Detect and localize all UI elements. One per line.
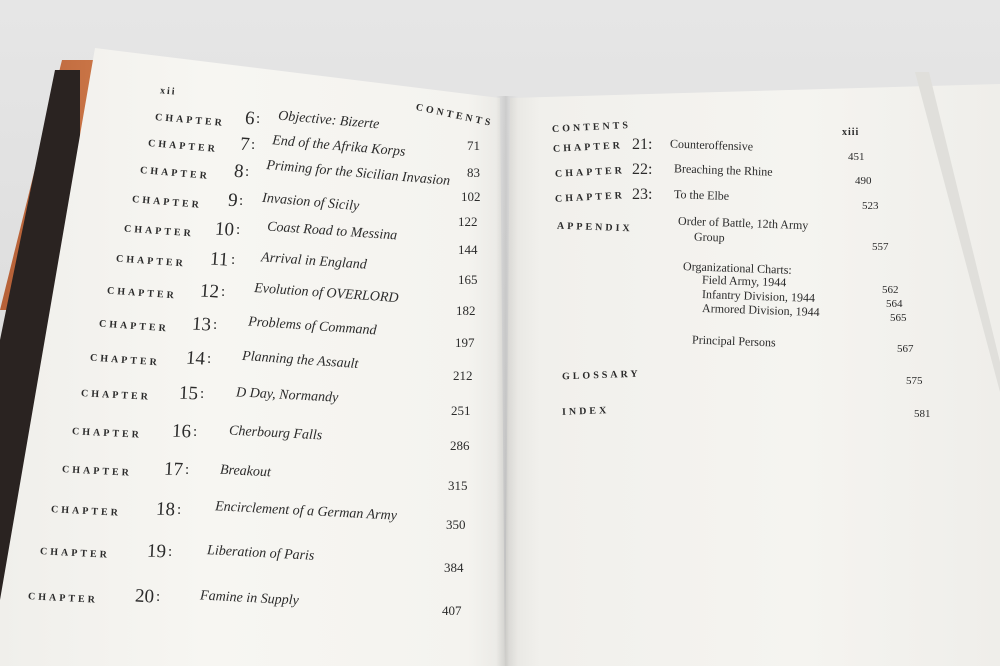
- chapter-word: CHAPTER: [131, 193, 203, 212]
- chapter-title: Liberation of Paris: [206, 543, 315, 564]
- org-chart-page: 564: [886, 298, 903, 310]
- chapter-number: 22:: [632, 161, 653, 178]
- chapter-number: 20: [134, 585, 155, 608]
- chapter-number: 13: [191, 313, 212, 336]
- org-chart-page: 562: [882, 284, 899, 296]
- glossary-page: 575: [906, 375, 923, 387]
- chapter-title: To the Elbe: [673, 187, 730, 203]
- chapter-page: 182: [456, 303, 476, 318]
- chapter-word: CHAPTER: [61, 464, 133, 479]
- chapter-word: CHAPTER: [27, 591, 99, 606]
- chapter-separator: :: [231, 252, 236, 268]
- order-of-battle-title-cont: Group: [693, 229, 725, 245]
- book-gutter: [496, 96, 518, 666]
- chapter-page: 490: [855, 175, 872, 187]
- principal-persons-page: 567: [897, 343, 914, 355]
- chapter-page: 523: [862, 200, 879, 212]
- chapter-title: Cherbourg Falls: [228, 423, 323, 444]
- chapter-number: 7: [239, 133, 251, 156]
- chapter-word: CHAPTER: [80, 388, 152, 403]
- chapter-title: End of the Afrika Korps: [271, 133, 406, 160]
- chapter-separator: :: [239, 193, 244, 209]
- left-page-number: xii: [159, 85, 178, 98]
- chapter-number: 10: [214, 218, 235, 241]
- chapter-page: 451: [848, 151, 865, 163]
- chapter-number: 9: [227, 189, 239, 212]
- chapter-number: 8: [233, 160, 245, 183]
- order-of-battle-title: Order of Battle, 12th Army: [677, 213, 809, 233]
- chapter-word: CHAPTER: [123, 223, 195, 240]
- chapter-separator: :: [236, 222, 241, 238]
- chapter-separator: :: [251, 137, 256, 153]
- chapter-title: Breakout: [219, 462, 272, 481]
- chapter-page: 122: [458, 214, 478, 229]
- right-page-number: xiii: [842, 127, 860, 138]
- chapter-number: 11: [209, 248, 230, 271]
- chapter-number: 14: [185, 347, 206, 370]
- chapter-word: CHAPTER: [50, 504, 122, 519]
- chapter-title: Famine in Supply: [199, 588, 300, 609]
- chapter-page: 71: [467, 138, 480, 153]
- appendix-label: APPENDIX: [556, 220, 633, 235]
- principal-persons-title: Principal Persons: [691, 332, 776, 350]
- chapter-number: 16: [171, 420, 192, 443]
- org-charts-heading: Organizational Charts:: [682, 259, 792, 277]
- org-chart-title: Infantry Division, 1944: [701, 287, 816, 305]
- org-chart-title: Field Army, 1944: [701, 272, 787, 290]
- index-label: INDEX: [561, 405, 610, 418]
- chapter-word: CHAPTER: [71, 426, 143, 441]
- chapter-title: D Day, Normandy: [235, 385, 339, 406]
- chapter-number: 23:: [632, 186, 653, 203]
- chapter-separator: :: [256, 111, 261, 127]
- org-chart-title: Armored Division, 1944: [701, 300, 820, 320]
- chapter-title: Problems of Command: [247, 314, 377, 339]
- chapter-title: Invasion of Sicily: [261, 190, 360, 215]
- chapter-number: 12: [199, 280, 220, 303]
- chapter-page: 102: [461, 189, 481, 204]
- chapter-page: 315: [448, 478, 468, 493]
- chapter-separator: :: [221, 284, 226, 300]
- chapter-page: 251: [451, 403, 471, 418]
- chapter-word: CHAPTER: [39, 546, 111, 561]
- chapter-word: CHAPTER: [154, 111, 226, 130]
- glossary-label: GLOSSARY: [561, 368, 641, 383]
- chapter-page: 384: [444, 560, 464, 575]
- chapter-number: 15: [178, 382, 199, 405]
- chapter-word: CHAPTER: [552, 140, 624, 155]
- chapter-title: Evolution of OVERLORD: [253, 280, 400, 307]
- chapter-number: 6: [244, 107, 256, 130]
- chapter-number: 19: [146, 540, 167, 563]
- chapter-word: CHAPTER: [554, 190, 626, 205]
- chapter-word: CHAPTER: [115, 253, 187, 270]
- left-running-head: CONTENTS: [414, 101, 495, 130]
- chapter-separator: :: [168, 544, 173, 560]
- chapter-page: 144: [458, 242, 478, 257]
- chapter-word: CHAPTER: [554, 165, 626, 180]
- chapter-page: 212: [453, 368, 473, 383]
- chapter-page: 197: [455, 335, 475, 350]
- chapter-page: 407: [442, 603, 462, 618]
- chapter-separator: :: [156, 589, 161, 605]
- chapter-word: CHAPTER: [98, 318, 170, 335]
- chapter-separator: :: [245, 164, 250, 180]
- right-running-head: CONTENTS: [551, 119, 632, 136]
- chapter-separator: :: [200, 386, 205, 402]
- chapter-separator: :: [207, 351, 212, 367]
- chapter-page: 286: [450, 438, 470, 453]
- chapter-page: 165: [458, 272, 478, 287]
- chapter-separator: :: [213, 317, 218, 333]
- chapter-title: Counteroffensive: [669, 136, 754, 154]
- chapter-separator: :: [185, 462, 190, 478]
- chapter-title: Priming for the Sicilian Invasion: [265, 157, 451, 190]
- org-chart-page: 565: [890, 312, 907, 324]
- chapter-number: 18: [155, 498, 176, 521]
- chapter-title: Planning the Assault: [241, 348, 359, 373]
- chapter-separator: :: [177, 502, 182, 518]
- chapter-page: 83: [467, 165, 480, 180]
- order-of-battle-page: 557: [872, 241, 889, 253]
- chapter-title: Breaching the Rhine: [673, 161, 773, 179]
- chapter-title: Coast Road to Messina: [266, 219, 398, 244]
- chapter-separator: :: [193, 424, 198, 440]
- chapter-title: Encirclement of a German Army: [214, 499, 398, 524]
- chapter-word: CHAPTER: [89, 352, 161, 369]
- chapter-title: Objective: Bizerte: [277, 108, 380, 133]
- chapter-word: CHAPTER: [147, 137, 219, 156]
- index-page: 581: [914, 408, 931, 420]
- chapter-number: 17: [163, 458, 184, 481]
- chapter-word: CHAPTER: [106, 285, 178, 302]
- chapter-word: CHAPTER: [139, 164, 211, 183]
- chapter-title: Arrival in England: [260, 250, 368, 273]
- chapter-number: 21:: [632, 136, 653, 153]
- chapter-page: 350: [446, 517, 466, 532]
